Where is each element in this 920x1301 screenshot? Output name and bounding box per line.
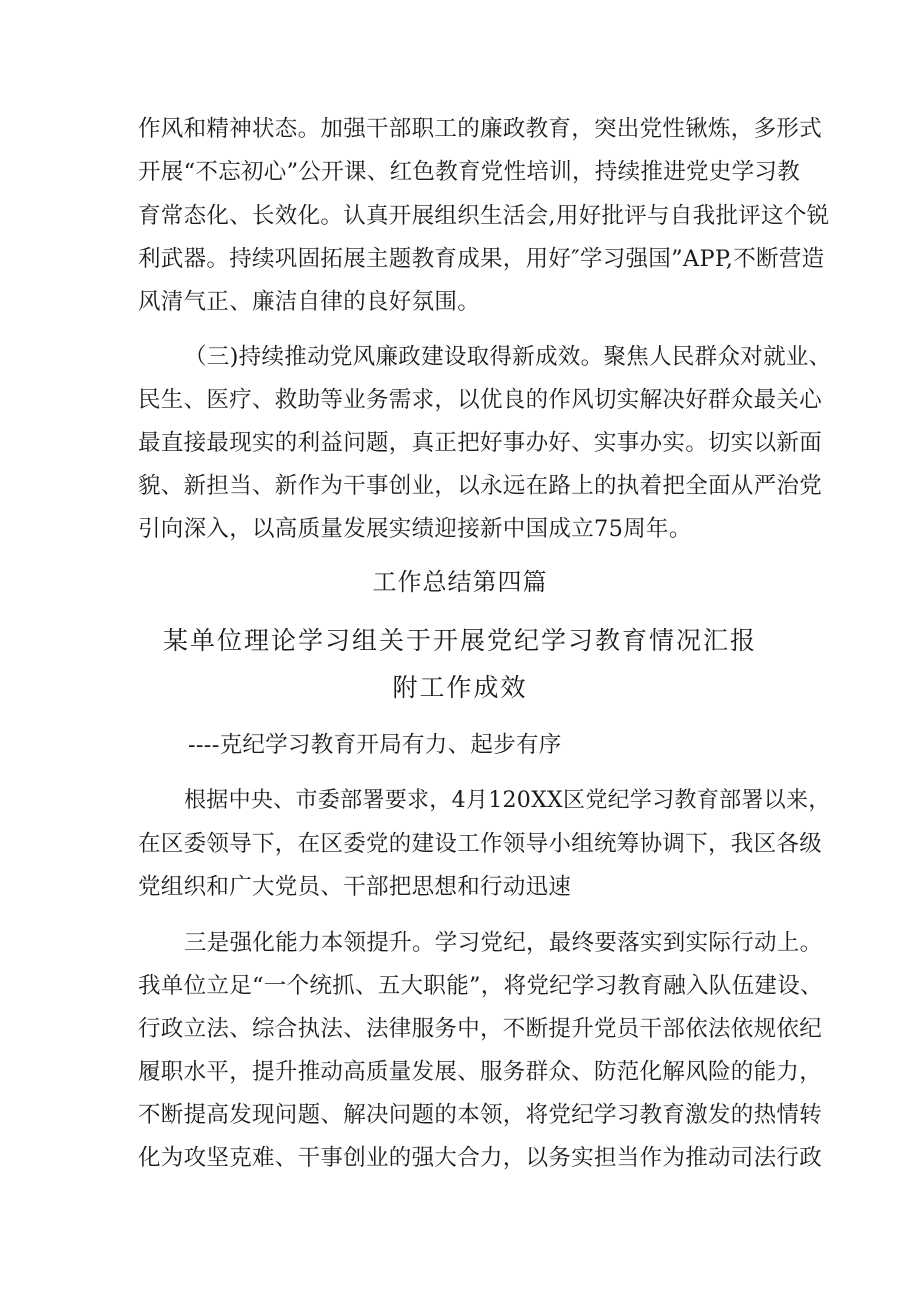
paragraph-line: 行政立法、综合执法、法律服务中，不断提升党员干部依法依规依纪 (138, 1016, 823, 1042)
section-heading: 工作总结第四篇 (372, 568, 548, 596)
report-title: 某单位理论学习组关于开展党纪学习教育情况汇报 (162, 626, 757, 655)
paragraph-line: 作风和精神状态。加强干部职工的廉政教育，突出党性锹炼，多形式 (138, 116, 823, 142)
paragraph-line: 育常态化、长效化。认真开展组织生活会,用好批评与自我批评这个锐 (138, 203, 830, 229)
paragraph-line: 民生、医疗、救助等业务需求，以优良的作风切实解决好群众最关心 (138, 387, 823, 413)
paragraph-line: 貌、新担当、新作为干事创业，以永远在路上的执着把全面从严治党 (138, 473, 823, 499)
paragraph-line: 风清气正、廉洁自律的良好氛围。 (138, 289, 481, 315)
paragraph-line: 履职水平，提升推动高质量发展、服务群众、防范化解风险的能力， (138, 1059, 823, 1085)
paragraph-line: 利武器。持续巩固拓展主题教育成果，用好″学习强国”APP,不断营造 (138, 246, 825, 272)
paragraph-line: 在区委领导下，在区委党的建设工作领导小组统筹协调下，我区各级 (138, 831, 823, 857)
paragraph-line: 不断提高发现问题、解决问题的本领，将党纪学习教育激发的热情转 (138, 1102, 823, 1128)
paragraph-line: 化为攻坚克难、干事创业的强大合力，以务实担当作为推动司法行政 (138, 1145, 823, 1171)
report-title-continued: 附工作成效 (392, 673, 528, 702)
paragraph-line: 根据中央、市委部署要求，4月120XX区党纪学习教育部署以来， (184, 788, 831, 813)
paragraph-line: 三是强化能力本领提升。学习党纪，最终要落实到实际行动上。 (184, 930, 823, 956)
paragraph-line: 开展“不忘初心”公开课、红色教育党性培训，持续推进党史学习教 (138, 159, 801, 185)
paragraph-line: 引向深入，以高质量发展实绩迎接新中国成立75周年。 (138, 516, 692, 542)
paragraph-line: 党组织和广大党员、干部把思想和行动迅速 (138, 874, 572, 900)
paragraph-line: （三)持续推动党风廉政建设取得新成效。聚焦人民群众对就业、 (184, 344, 832, 370)
paragraph-line: 我单位立足“一个统抓、五大职能”，将党纪学习教育融入队伍建设、 (138, 973, 823, 999)
paragraph-line: 最直接最现实的利益问题，真正把好事办好、实事办实。切实以新面 (138, 430, 823, 456)
report-subtitle: ----克纪学习教育开局有力、起步有序 (188, 732, 562, 758)
